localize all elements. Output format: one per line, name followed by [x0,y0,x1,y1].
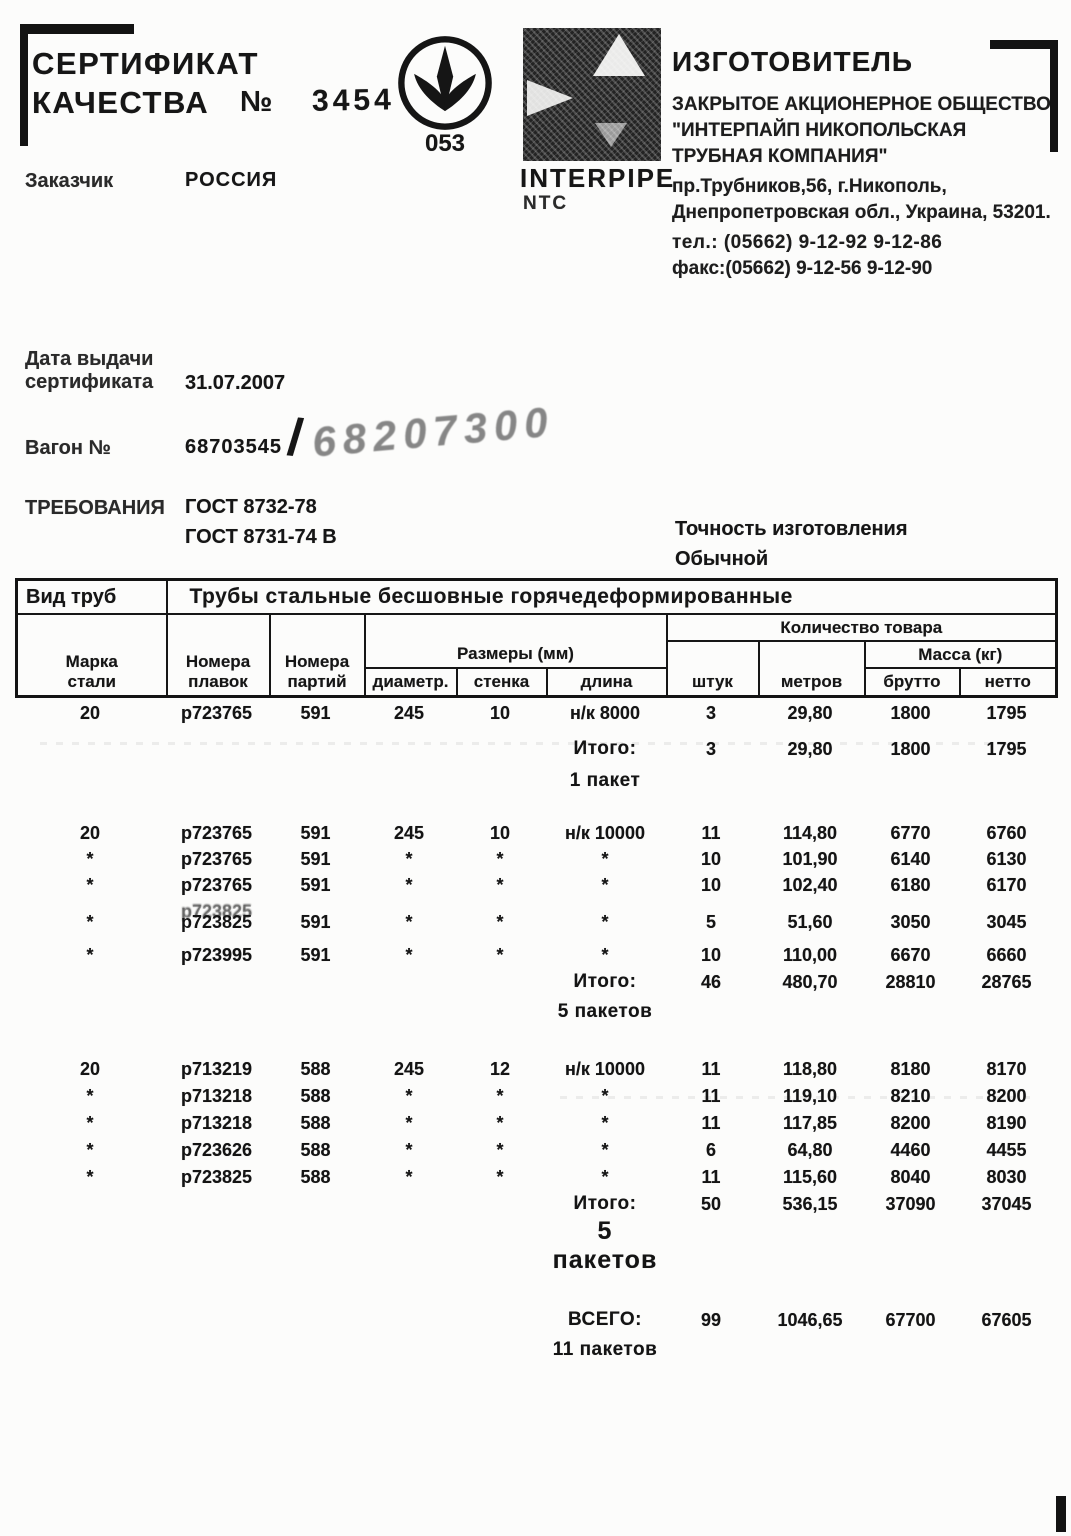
cell: 11 [701,1167,721,1187]
cell: 6180 [890,875,931,895]
cell: * [496,1167,504,1187]
col-header-text: Номера [185,651,251,671]
cell: н/к 10000 [565,1059,645,1079]
cell: 101,90 [782,849,838,869]
pad-cell [15,1333,545,1363]
note-row [15,762,1055,794]
cell: 20 [79,703,101,723]
interpipe-ntc-text: NTC [523,193,569,214]
spacer-row [15,692,1055,700]
cell: 591 [300,823,331,843]
cell: * [405,945,413,965]
subtotal-value: 37090 [885,1194,936,1214]
scan-edge-mark [1056,1496,1066,1532]
wagon-value: 68703545 [185,436,282,458]
cell: p723995 [180,945,253,965]
top-left-bracket [20,24,134,34]
cell: * [601,1167,609,1187]
manufacturer-fax: факс:(05662) 9-12-56 9-12-90 [672,258,933,279]
subtotal-value: 46 [700,972,722,992]
spacer-cell [15,1277,1055,1305]
subtotal-value: 37045 [981,1194,1032,1214]
subtotal-label: Итого: [573,738,637,759]
cell: p723825 [180,912,253,932]
cell: * [405,1140,413,1160]
table-row [15,898,1055,935]
cell: н/к 8000 [570,703,640,723]
subtotal-row [15,1190,1055,1217]
col-header-text: стали [67,671,116,691]
cell: 588 [300,1140,331,1160]
pad-cell [665,1333,1055,1363]
cell: p723765 [180,703,253,723]
spacer-row [15,1025,1055,1055]
cell: 588 [300,1167,331,1187]
manufacturer-block [672,46,1064,282]
cell: 20 [79,823,101,843]
note-label: 1 пакет [569,770,641,791]
col-header-heat-numbers [167,614,270,696]
subtotal-value: 1800 [890,739,931,759]
total-value: 99 [700,1310,722,1330]
issue-date-label-line1: Дата выдачи [25,348,154,370]
cell: 4460 [890,1140,931,1160]
manufacturer-phone: тел.: (05662) 9-12-92 9-12-86 [672,232,943,253]
table-row [15,1109,1055,1136]
issue-date-value: 31.07.2007 [185,372,286,394]
cell: 20 [79,1059,101,1079]
table-row [15,700,1055,726]
cell: * [496,945,504,965]
cell: 110,00 [782,945,838,965]
certificate-title-line2: КАЧЕСТВА [32,85,210,120]
cell: 1800 [890,703,931,723]
cell: * [601,1086,609,1106]
cell: * [496,912,504,932]
cell: * [601,849,609,869]
cell: 6660 [986,945,1027,965]
manufacturer-line: "ИНТЕРПАЙП НИКОПОЛЬСКАЯ [672,120,967,141]
interpipe-logo-image [523,28,661,161]
certificate-title-line1: СЕРТИФИКАТ [32,46,259,81]
cell: 8200 [986,1086,1027,1106]
cell: 11 [701,1059,721,1079]
cell: 1795 [986,703,1027,723]
cell: 245 [393,703,425,723]
requirements-label: ТРЕБОВАНИЯ [25,497,165,519]
cell: * [601,1140,609,1160]
cell: 8200 [890,1113,931,1133]
issue-date-label [25,348,153,394]
cell: 8030 [986,1167,1027,1187]
cell: 6 [705,1140,716,1160]
table-row [15,1055,1055,1082]
accuracy-line2: Обычной [675,548,769,570]
top-left-bracket-vertical [20,24,28,146]
cell: 119,10 [782,1086,838,1106]
scan-streak [40,742,1020,745]
col-header-mass: Масса (кг) [865,641,1057,668]
cell: * [86,912,94,932]
cell: 8210 [890,1086,931,1106]
cell: * [405,1113,413,1133]
cell: p723765 [180,875,253,895]
col-header-pieces: штук [667,641,759,696]
cell: 8170 [986,1059,1027,1079]
subtotal-label: Итого: [573,1193,637,1214]
cell: p713218 [180,1113,253,1133]
cell: 11 [701,1086,721,1106]
col-header-text: Марка [65,651,118,671]
cell: 591 [300,875,331,895]
requirements-value-1: ГОСТ 8732-78 [185,496,317,518]
cell: * [405,1086,413,1106]
table-row [15,872,1055,898]
manufacturer-line: пр.Трубников,56, г.Никополь, [672,176,947,197]
cell: p723765 [180,849,253,869]
cell: 591 [300,945,331,965]
manufacturer-line: ТРУБНАЯ КОМПАНИЯ" [672,146,888,167]
pad-cell [15,762,545,794]
cell: 591 [300,849,331,869]
certificate-number-sign: № [240,86,273,118]
table-row [15,935,1055,968]
cell: 114,80 [782,823,838,843]
cell: 3050 [890,912,931,932]
pipe-kind-value: Трубы стальные бесшовные горячедеформированные [167,580,1057,615]
cell: * [405,1167,413,1187]
interpipe-brand-text: INTERPIPE [520,163,676,193]
certificate-table-header [15,578,1058,698]
col-header-text: партий [287,671,347,691]
cell: 10 [700,849,722,869]
col-header-text: плавок [188,671,248,691]
col-header-diameter: диаметр. [365,668,457,696]
cell: 6130 [986,849,1027,869]
cell: p723765 [180,823,253,843]
cell: 6670 [890,945,931,965]
pad-cell [15,1217,545,1277]
cell: * [86,1140,94,1160]
total-label: ВСЕГО: [567,1309,643,1330]
cell: * [86,849,94,869]
cell: 3045 [986,912,1027,932]
spacer-cell [15,1025,1055,1055]
col-header-text: Номера [284,651,350,671]
cell: 11 [701,1113,721,1133]
cell: * [405,912,413,932]
col-header-steel-grade [17,614,167,696]
subtotal-value: 1795 [986,739,1027,759]
wagon-separator: / [285,408,306,468]
col-header-wall: стенка [457,668,547,696]
pipe-kind-label: Вид труб [17,580,167,615]
cell: 5 [705,912,716,932]
cell: 6760 [986,823,1027,843]
cell: p723626 [180,1140,253,1160]
cell: * [601,945,609,965]
manufacturer-heading: ИЗГОТОВИТЕЛЬ [672,46,914,77]
note-row [15,1217,1055,1277]
logo-triangle-icon [595,123,627,147]
cell: * [86,1113,94,1133]
cell: * [405,849,413,869]
cell: * [86,1167,94,1187]
pad-cell [665,995,1055,1025]
cell: * [86,1086,94,1106]
cell: 6170 [986,875,1027,895]
manufacturer-line: ЗАКРЫТОЕ АКЦИОНЕРНОЕ ОБЩЕСТВО [672,94,1051,115]
note-row [15,1333,1055,1363]
table-row [15,1163,1055,1190]
accuracy-line1: Точность изготовления [675,518,908,540]
cell: 12 [489,1059,511,1079]
table-row [15,846,1055,872]
wagon-handwritten-number: 68207300 [310,397,557,466]
col-header-length: длина [547,668,667,696]
cell: 245 [393,1059,425,1079]
pad-cell [665,1217,1055,1277]
certificate-table-body [15,692,1055,1363]
cell: 29,80 [787,703,833,723]
note-row [15,995,1055,1025]
cell: 588 [300,1059,331,1079]
cell: 245 [393,823,425,843]
subtotal-value: 3 [705,739,716,759]
cell: 6140 [890,849,931,869]
note-label: 5 пакетов [552,1217,658,1274]
quality-mark-icon [395,33,495,133]
spacer-cell [15,794,1055,820]
manufacturer-line: Днепропетровская обл., Украина, 53201. [672,202,1051,223]
cell: 588 [300,1113,331,1133]
cell: 64,80 [787,1140,833,1160]
subtotal-label: Итого: [573,971,637,992]
total-row [15,1305,1055,1333]
cell: * [601,875,609,895]
cell: 102,40 [782,875,838,895]
pad-cell [15,1190,545,1217]
subtotal-value: 28765 [981,972,1032,992]
col-header-quantity: Количество товара [667,614,1057,641]
cell: 115,60 [782,1167,838,1187]
cell: * [496,1140,504,1160]
cell: 4455 [986,1140,1027,1160]
cell: 118,80 [782,1059,838,1079]
table-row [15,820,1055,846]
pad-cell [15,995,545,1025]
subtotal-value: 480,70 [782,972,838,992]
logo-triangle-icon [593,34,645,76]
cell: * [496,875,504,895]
cell: н/к 10000 [565,823,645,843]
cell: p713218 [180,1086,253,1106]
spacer-row [15,1277,1055,1305]
cell: p713219 [180,1059,253,1079]
total-value: 1046,65 [777,1310,843,1330]
cell: 6770 [890,823,931,843]
cell: p723825 [180,1167,253,1187]
cell: * [86,945,94,965]
cell: * [496,849,504,869]
cell: 3 [705,703,716,723]
cell: * [601,912,609,932]
requirements-value-2: ГОСТ 8731-74 В [185,526,337,548]
cell: 11 [701,823,721,843]
spacer-cell [15,692,1055,700]
cell: 8180 [890,1059,931,1079]
issue-date-label-line2: сертификата [25,371,154,393]
logo-triangle-icon [527,80,573,116]
col-header-meters: метров [759,641,865,696]
cell: 10 [700,945,722,965]
col-header-sizes: Размеры (мм) [365,614,667,668]
certificate-number: 3454 [311,83,396,118]
col-header-gross: брутто [865,668,960,696]
note-label: 11 пакетов [552,1339,658,1360]
total-value: 67700 [885,1310,936,1330]
subtotal-value: 29,80 [787,739,833,759]
col-header-batch-numbers [270,614,365,696]
pad-cell [15,968,545,995]
customer-label: Заказчик [25,170,114,192]
cell: 8040 [890,1167,931,1187]
subtotal-value: 536,15 [782,1194,838,1214]
cell: * [86,875,94,895]
quality-mark-number: 053 [424,130,466,157]
spacer-row [15,794,1055,820]
note-label: 5 пакетов [557,1001,653,1022]
cell: 10 [489,823,511,843]
subtotal-value: 50 [700,1194,722,1214]
table-row [15,1136,1055,1163]
cell: 51,60 [787,912,833,932]
cell: 10 [700,875,722,895]
total-value: 67605 [981,1310,1032,1330]
certificate-title [32,44,259,122]
col-header-net: нетто [960,668,1057,696]
cell: 117,85 [782,1113,838,1133]
pad-cell [665,762,1055,794]
cell: 591 [300,703,331,723]
scan-streak [560,1096,1030,1099]
cell: 10 [489,703,511,723]
cell: * [405,875,413,895]
subtotal-row [15,968,1055,995]
cell: 8190 [986,1113,1027,1133]
cell: * [496,1113,504,1133]
customer-value: РОССИЯ [185,169,278,191]
cell: 591 [300,912,331,932]
wagon-label: Вагон № [25,437,111,459]
pad-cell [15,1305,545,1333]
subtotal-value: 28810 [885,972,936,992]
cell: 588 [300,1086,331,1106]
cell: * [496,1086,504,1106]
cell: * [601,1113,609,1133]
